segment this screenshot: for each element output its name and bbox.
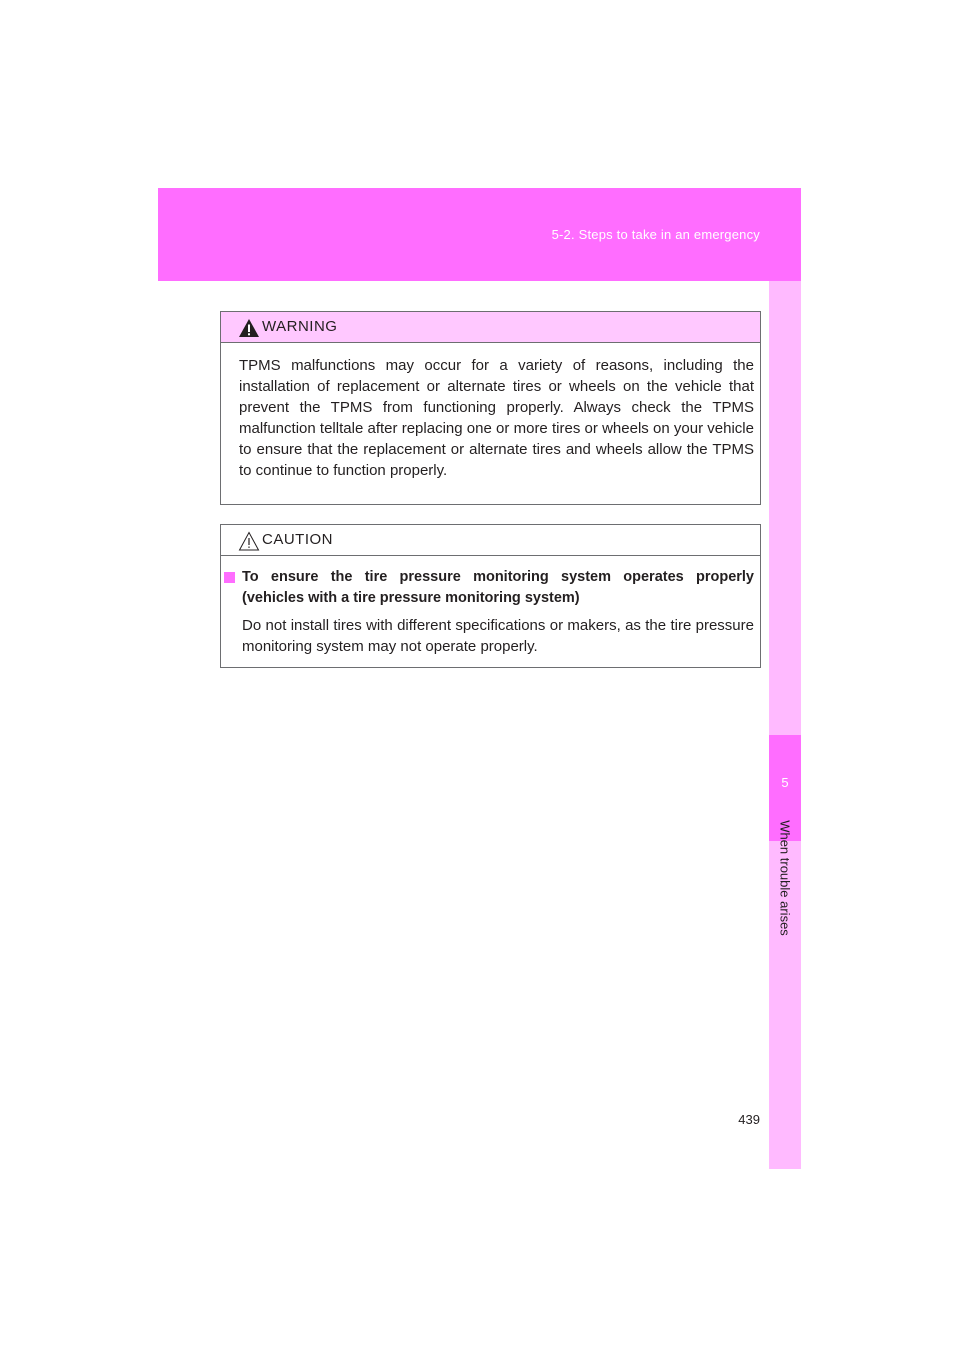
caution-body xyxy=(221,556,760,657)
caution-triangle-outline-icon xyxy=(238,531,260,556)
caution-box xyxy=(220,524,761,668)
caution-header xyxy=(221,525,760,556)
caution-title: CAUTION xyxy=(262,531,333,548)
caution-item-text: Do not install tires with different specifications or makers, as the tire pressure monitoring system may not operate properly. xyxy=(242,617,754,655)
section-title: 5-2. Steps to take in an emergency xyxy=(551,227,760,242)
warning-box xyxy=(220,311,761,505)
chapter-title xyxy=(769,812,801,944)
warning-title: WARNING xyxy=(262,318,338,335)
caution-item-heading-text: To ensure the tire pressure monitoring system operates properly (vehicles with a tire pressure monitoring system) xyxy=(242,569,754,606)
warning-triangle-filled-icon xyxy=(238,318,260,343)
side-tab-strip xyxy=(769,281,801,1169)
chapter-number: 5 xyxy=(781,775,789,790)
chapter-title-text: When trouble arises xyxy=(777,820,793,936)
header-band xyxy=(158,188,801,281)
warning-header xyxy=(221,312,760,343)
warning-text: TPMS malfunctions may occur for a variety of reasons, including the installation of replacement or alternate tires or wheels on the vehicle that prevent the TPMS from functioning properly. Always check the TPMS malfunction telltale after replacing one or more tires or wheels on your vehicle to ensure that the replacement or alternate tires and wheels allow the TPMS to continue to function properly. xyxy=(239,357,754,479)
caution-item-heading xyxy=(224,567,754,609)
bullet-square-icon xyxy=(224,572,235,583)
page-number: 439 xyxy=(738,1112,760,1127)
